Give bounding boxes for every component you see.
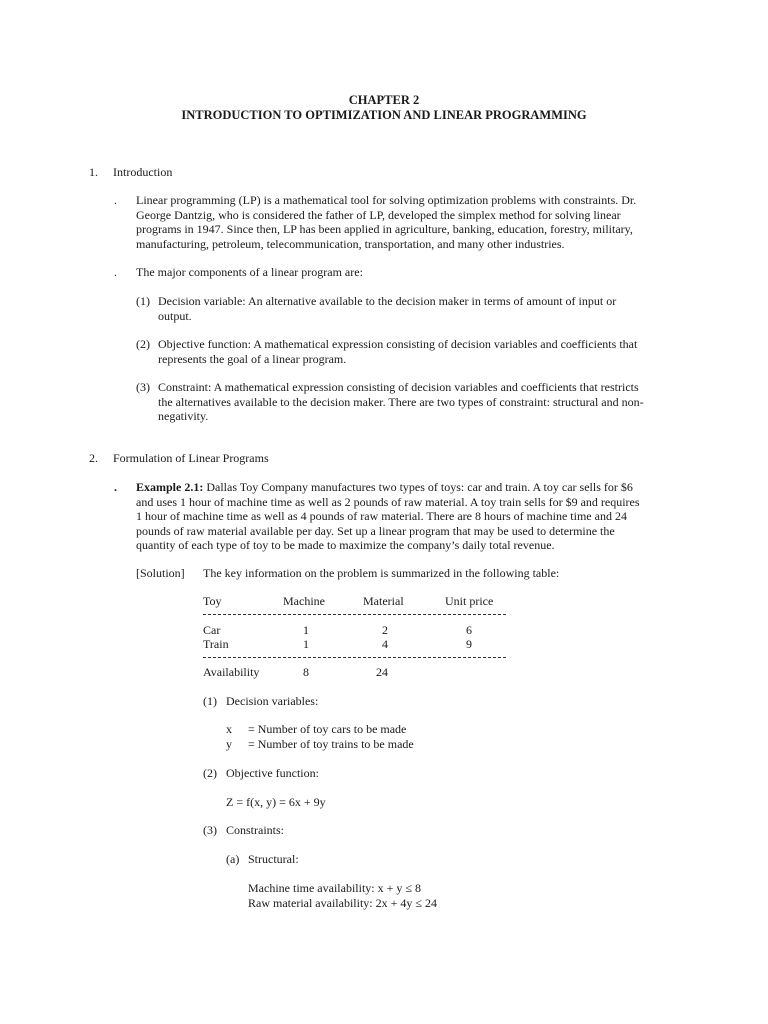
component-line: negativity. [158, 409, 209, 424]
component-line: represents the goal of a linear program. [158, 351, 347, 366]
component-line: Constraint: A mathematical expression consisting of decision variables and coefficients that restricts [158, 380, 639, 394]
table-header-material: Material [363, 594, 404, 608]
paragraph-line: manufacturing, petroleum, telecommunication, transportation, and many other industries. [136, 236, 565, 251]
table-header-machine: Machine [283, 594, 325, 608]
solution-text: The key information on the problem is summarized in the following table: [203, 566, 560, 580]
table-header-toy: Toy [203, 594, 222, 608]
table-availability-machine: 8 [303, 665, 309, 679]
table-cell: 9 [466, 637, 472, 651]
table-cell: Train [203, 637, 229, 651]
variable-symbol: x [226, 722, 232, 736]
constraint-raw-material: Raw material availability: 2x + 4y ≤ 24 [248, 896, 437, 910]
component-line: the alternatives available to the decision maker. There are two types of constraint: structural and non- [158, 394, 644, 409]
example-line: and uses 1 hour of machine time as well as 2 pounds of raw material. A toy train sells for $9 and requires [136, 494, 640, 509]
chapter-label: CHAPTER 2 [348, 93, 420, 107]
component-line: Objective function: A mathematical expression consisting of decision variables and coefficients that [158, 337, 638, 351]
table-cell: 1 [303, 637, 309, 651]
step-number: (2) [203, 766, 217, 780]
table-availability-material: 24 [376, 665, 388, 679]
component-number: (3) [136, 380, 150, 394]
variable-symbol: y [226, 737, 232, 751]
step-title-decision-variables: Decision variables: [226, 694, 319, 708]
component-constraint [158, 380, 644, 424]
lp-paragraph [136, 193, 636, 251]
step-title-objective-function: Objective function: [226, 766, 319, 780]
paragraph-line: Linear programming (LP) is a mathematical tool for solving optimization problems with constraints. Dr. [136, 193, 637, 207]
paragraph-line: George Dantzig, who is considered the father of LP, developed the simplex method for solving linear [136, 207, 621, 222]
bullet-marker: . [114, 265, 117, 279]
table-cell: 4 [382, 637, 388, 651]
example-first-line [136, 480, 640, 495]
section-number: 1. [89, 165, 98, 179]
section-title-formulation: Formulation of Linear Programs [113, 451, 269, 465]
example-line: 1 hour of machine time as well as 4 pounds of raw material. There are 8 hours of machine time and 24 [136, 509, 627, 524]
bullet-marker: . [114, 480, 117, 494]
component-number: (2) [136, 337, 150, 351]
step-number: (1) [203, 694, 217, 708]
table-cell: 2 [382, 623, 388, 637]
substep-title-structural: Structural: [248, 852, 299, 866]
bullet-marker: . [114, 193, 117, 207]
component-line: output. [158, 308, 192, 323]
constraint-machine-time: Machine time availability: x + y ≤ 8 [248, 881, 421, 895]
step-title-constraints: Constraints: [226, 823, 285, 837]
table-divider [203, 657, 506, 658]
example-line: quantity of each type of toy to be made to maximize the company’s daily total revenue. [136, 538, 555, 553]
component-line: Decision variable: An alternative available to the decision maker in terms of amount of input or [158, 294, 617, 308]
table-cell: 1 [303, 623, 309, 637]
section-number: 2. [89, 451, 98, 465]
step-number: (3) [203, 823, 217, 837]
component-objective-function [158, 337, 637, 366]
table-cell: 6 [466, 623, 472, 637]
table-header-unit-price: Unit price [445, 594, 494, 608]
paragraph-line: programs in 1947. Since then, LP has been applied in agriculture, banking, education, forestry, military, [136, 222, 633, 237]
component-decision-variable [158, 294, 616, 323]
solution-label: [Solution] [136, 566, 185, 580]
example-paragraph [136, 480, 640, 553]
variable-definition: = Number of toy cars to be made [248, 722, 407, 736]
example-line: pounds of raw material available per day. Set up a linear program that may be used to determine the [136, 523, 615, 538]
example-first-line-text: Dallas Toy Company manufactures two types of toys: car and train. A toy car sells for $6 [203, 480, 633, 494]
substep-number: (a) [226, 852, 240, 866]
component-number: (1) [136, 294, 150, 308]
objective-equation: Z = f(x, y) = 6x + 9y [226, 795, 326, 809]
variable-definition: = Number of toy trains to be made [248, 737, 414, 751]
table-cell: Car [203, 623, 221, 637]
chapter-title: INTRODUCTION TO OPTIMIZATION AND LINEAR PROGRAMMING [181, 108, 587, 122]
table-divider [203, 614, 506, 615]
section-title-introduction: Introduction [113, 165, 173, 179]
example-label: Example 2.1: [136, 480, 204, 494]
table-availability-label: Availability [203, 665, 260, 679]
components-lead: The major components of a linear program are: [136, 265, 363, 279]
